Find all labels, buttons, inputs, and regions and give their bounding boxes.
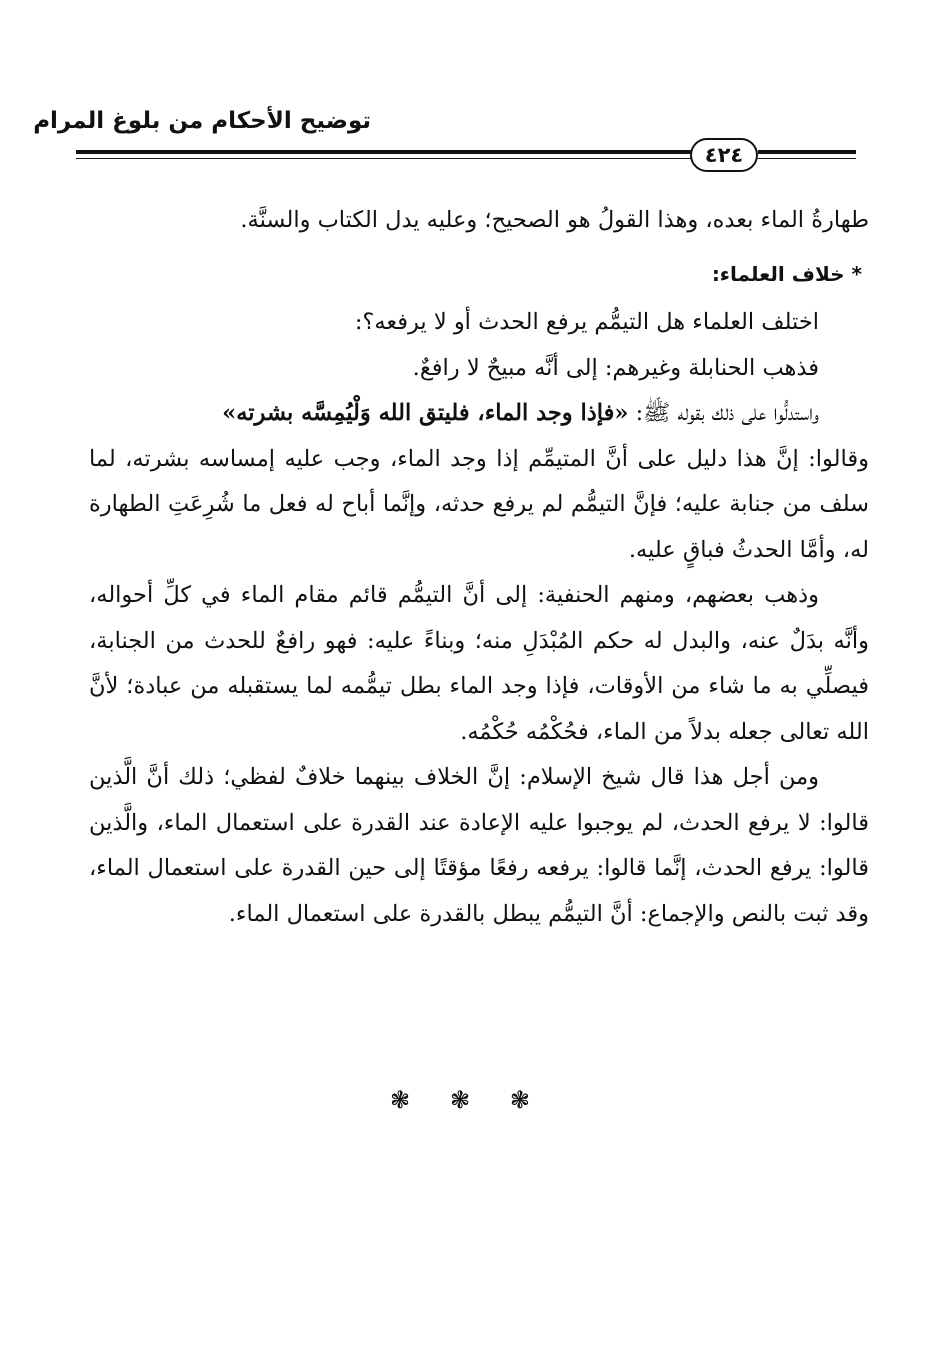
section-end-ornament — [390, 1086, 530, 1114]
header-rule — [758, 150, 856, 154]
running-title: توضيح الأحكام من بلوغ المرام — [33, 108, 371, 134]
page-number: ٤٢٤ — [704, 142, 744, 167]
paragraph: ومن أجل هذا قال شيخ الإسلام: إنَّ الخلاف بينهما خلافٌ لفظي؛ ذلك أنَّ الَّذين قالوا: لا يرفع الحدث، لم يوجبوا عليه الإعادة عند القدرة على استعمال الماء، والَّذين قالوا: يرفع الحدث، إنَّما قالوا: يرفعه رفعًا مؤقتًا إلى حين القدرة على استعمال الماء، وقد ثبت بالنص والإجماع: أنَّ التيمُّم يبطل بالقدرة على استعمال الماء. — [89, 764, 869, 927]
paragraph — [89, 391, 869, 437]
paragraph: وقالوا: إنَّ هذا دليل على أنَّ المتيمِّم إذا وجد الماء، وجب عليه إمساسه بشرته، لما سلف من جنابة عليه؛ فإنَّ التيمُّم لم يرفع حدثه، وإنَّما أباح له فعل ما شُرِعَتِ الطهارة له، وأمَّا الحدثُ فباقٍ عليه. — [89, 445, 869, 563]
star-ornament-icon: ❃ — [509, 1086, 530, 1114]
star-ornament-icon: ❃ — [390, 1086, 411, 1114]
header-rule-thin — [758, 158, 856, 159]
body-text — [89, 300, 869, 937]
page-number-badge — [690, 138, 758, 172]
star-ornament-icon: ❃ — [449, 1086, 471, 1114]
paragraph: وذهب بعضهم، ومنهم الحنفية: إلى أنَّ التيمُّم قائم مقام الماء في كلِّ أحواله، وأنَّه بدَلٌ عنه، والبدل له حكم المُبْدَلِ منه؛ وبناءً عليه: فهو رافعٌ للحدث من الجنابة، فيصلِّي به ما شاء من الأوقات، فإذا وجد الماء بطل تيمُّمه لما يستقبله من عبادة؛ لأنَّ الله تعالى جعله بدلاً من الماء، فحُكْمُه حُكْمُه. — [89, 582, 869, 745]
paragraph: فذهب الحنابلة وغيرهم: إلى أنَّه مبيحٌ لا رافعٌ. — [412, 354, 819, 381]
section-heading: * خلاف العلماء: — [711, 262, 862, 286]
header-rule — [76, 150, 691, 154]
paragraph: اختلف العلماء هل التيمُّم يرفع الحدث أو لا يرفعه؟: — [354, 309, 819, 335]
paragraph-intro: واستدلُّوا على ذلك بقوله ﷺ: — [628, 400, 819, 426]
header-rule-thin — [76, 158, 691, 159]
hadith-quote: «فإذا وجد الماء، فليتق الله وَلْيُمِسَّه بشرته» — [222, 400, 629, 426]
paragraph: طهارةُ الماء بعده، وهذا القولُ هو الصحيح؛ وعليه يدل الكتاب والسنَّة. — [240, 207, 869, 233]
opening-paragraph — [89, 198, 869, 244]
